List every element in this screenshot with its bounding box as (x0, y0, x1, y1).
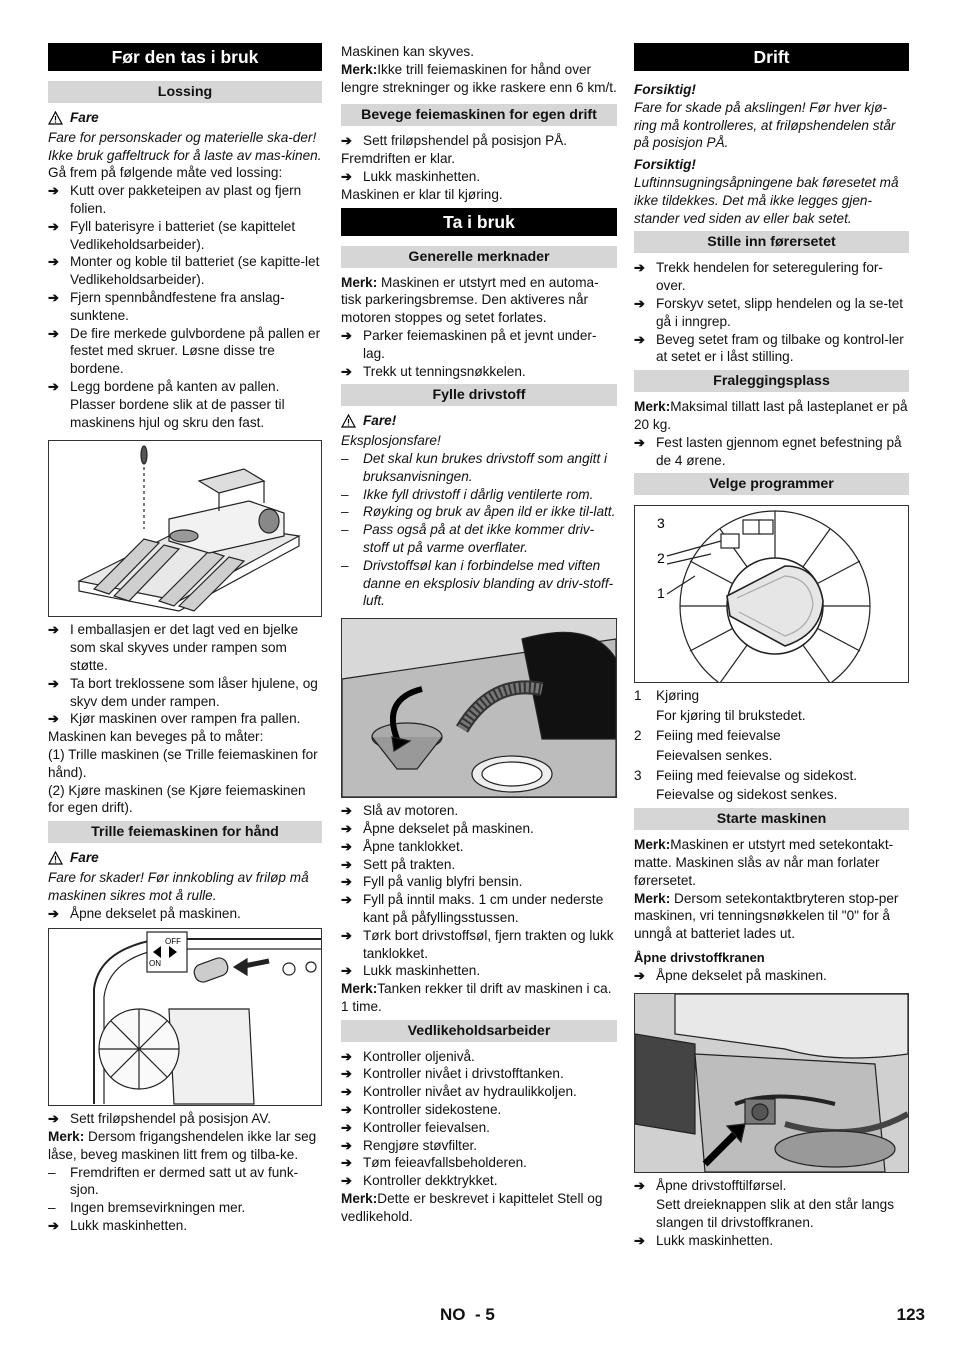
note-text: Merk: Dersom setekontaktbryteren stop-per maskinen, vri tenningsnøkkelen til "0" for å unngå at batteriet lades ut. (634, 890, 899, 942)
list-item: ➔ Åpne drivstofftilførsel. (634, 1177, 909, 1195)
list-item: ➔ Åpne dekselet på maskinen. (48, 905, 322, 923)
list-item: ➔ Kjør maskinen over rampen fra pallen. (48, 710, 322, 728)
list-item: ➔ Tørk bort drivstoffsøl, fjern trakten og lukk tanklokket. (341, 927, 617, 963)
dial-label-2: 2 (657, 550, 665, 567)
warning-text: Fare for personskader og materielle ska-der! Ikke bruk gaffeltruck for å laste av mas-kinen. (48, 129, 322, 163)
list-item: ➔ Lukk maskinhetten. (634, 1232, 909, 1250)
text-line: (1) Trille maskinen (se Trille feiemaskinen for hånd). (48, 746, 318, 780)
subheading-fuel-valve: Åpne drivstoffkranen (634, 949, 765, 965)
list-item: ➔ I emballasjen er det lagt ved en bjelke som skal skyves under rampen som støtte. (48, 621, 322, 674)
list-item: ➔ Trekk ut tenningsnøkkelen. (341, 363, 617, 381)
section-page: - 5 (475, 1305, 495, 1324)
heading-refuel: Fylle drivstoff (341, 384, 617, 406)
list-item: ➔ Fyll på vanlig blyfri bensin. (341, 873, 617, 891)
list-item: 3 Feiing med feievalse og sidekost. (634, 767, 857, 783)
heading-select-program: Velge programmer (634, 473, 909, 495)
figure-program-dial (634, 505, 909, 683)
list-item: ➔ Fest lasten gjennom egnet befestning på de 4 ørene. (634, 434, 909, 470)
list-item: – Fremdriften er dermed satt ut av funk-sjon. (48, 1164, 299, 1198)
list-item: – Det skal kun brukes drivstoff som angitt i bruksanvisningen. (341, 450, 608, 484)
language-code: NO (440, 1305, 466, 1324)
warning-text: Fare for skader! Før innkobling av friløp må maskinen sikres mot å rulle. (48, 869, 309, 903)
text-line: Maskinen kan skyves. (341, 44, 474, 59)
list-item: ➔ Fyll på inntil maks. 1 cm under nederste kant på påfyllingsstussen. (341, 891, 617, 927)
list-item: 2 Feiing med feievalse (634, 727, 781, 743)
heading-self-drive: Bevege feiemaskinen for egen drift (341, 104, 617, 126)
warning-label: Fare (48, 109, 322, 127)
list-item: ➔ Trekk hendelen for seteregulering for-over. (634, 259, 909, 295)
list-item: ➔ Beveg setet fram og tilbake og kontrol-ler at setet er i låst stilling. (634, 331, 909, 367)
figure-refuel-funnel (341, 618, 617, 798)
heading-storage-area: Fraleggingsplass (634, 370, 909, 392)
heading-general-notes: Generelle merknader (341, 246, 617, 268)
text-line: Fremdriften er klar. (341, 151, 456, 167)
warning-triangle-icon (48, 851, 63, 865)
section-title-before-use: Før den tas i bruk (48, 43, 322, 71)
list-item: ➔ Parker feiemaskinen på et jevnt under-lag. (341, 327, 617, 363)
warning-label: Fare (48, 849, 322, 867)
unload-steps-2 (48, 621, 322, 728)
figure-fuel-valve (634, 993, 909, 1173)
list-item: ➔ Sett friløpshendel på posisjon AV. (48, 1110, 322, 1128)
fuel-valve-illustration (635, 994, 908, 1172)
list-item: ➔ Sett friløpshendel på posisjon PÅ. (341, 132, 617, 150)
list-item: – Drivstoffsøl kan i forbindelse med viften danne en eksplosiv blanding av driv-stoff-luft. (341, 557, 614, 609)
list-item: ➔ De fire merkede gulvbordene på pallen er festet med skruer. Løsne disse tre bordene. (48, 325, 322, 378)
list-item: ➔ Kontroller nivået i drivstofftanken. (341, 1065, 617, 1083)
column-2 (341, 43, 617, 1226)
list-item: ➔ Lukk maskinhetten. (341, 962, 617, 980)
note-text: Merk:Maksimal tillatt last på lasteplanet er på 20 kg. (634, 399, 908, 432)
pallet-ramp-illustration (49, 441, 321, 616)
program-dial-illustration (635, 506, 908, 682)
note-text: Merk:Maskinen er utstyrt med setekontakt-matte. Maskinen slås av når man forlater førersetet. (634, 837, 894, 888)
list-item: ➔ Åpne dekselet på maskinen. (341, 820, 617, 838)
unload-steps (48, 182, 322, 431)
warning-subtitle: Eksplosjonsfare! (341, 433, 441, 449)
section-title-operation: Drift (634, 43, 909, 71)
list-item: ➔ Legg bordene på kanten av pallen. Plasser bordene slik at de passer til maskinens hjul og skru den fast. (48, 378, 322, 431)
list-item-desc: For kjøring til brukstedet. (656, 708, 806, 724)
intro-text: Gå frem på følgende måte ved lossing: (48, 165, 283, 181)
list-item: – Ikke fyll drivstoff i dårlig ventilerte rom. (341, 486, 594, 502)
note-text: Merk:Tanken rekker til drift av maskinen i ca. 1 time. (341, 981, 612, 1014)
caution-label: Forsiktig! (634, 157, 696, 173)
list-item-desc: Feievalsen senkes. (656, 747, 773, 763)
dial-label-1: 1 (657, 585, 665, 602)
list-item: ➔ Tøm feieavfallsbeholderen. (341, 1154, 617, 1172)
list-item: ➔ Åpne dekselet på maskinen. (634, 967, 909, 985)
refuel-funnel-illustration (342, 619, 616, 797)
list-item: ➔ Rengjøre støvfilter. (341, 1137, 617, 1155)
list-item: ➔ Lukk maskinhetten. (341, 168, 617, 186)
note-text: Merk:Ikke trill feiemaskinen for hånd over lengre strekninger og ikke raskere enn 6 km/t. (341, 61, 617, 95)
note-text: Merk: Maskinen er utstyrt med en automa-tisk parkeringsbremse. Den aktiveres når motoren stoppes og setet forlates. (341, 274, 599, 326)
list-item-desc: Sett dreieknappen slik at den står langs slangen til drivstoffkranen. (656, 1197, 895, 1231)
off-label: OFF (165, 937, 181, 947)
list-item: ➔ Åpne tanklokket. (341, 838, 617, 856)
heading-maintenance: Vedlikeholdsarbeider (341, 1020, 617, 1042)
list-item: – Ingen bremsevirkningen mer. (48, 1200, 246, 1216)
column-3 (634, 43, 909, 1250)
list-item: ➔ Slå av motoren. (341, 802, 617, 820)
list-item: ➔ Kontroller dekktrykket. (341, 1172, 617, 1190)
note-text: Merk:Dette er beskrevet i kapittelet Stell og vedlikehold. (341, 1191, 603, 1224)
heading-seat-adjust: Stille inn førersetet (634, 231, 909, 253)
list-item: ➔ Kontroller oljenivå. (341, 1048, 617, 1066)
dial-label-3: 3 (657, 515, 665, 532)
list-item: ➔ Kontroller sidekostene. (341, 1101, 617, 1119)
text-line: Maskinen kan beveges på to måter: (48, 729, 264, 745)
page-footer (0, 1306, 954, 1330)
heading-push-by-hand: Trille feiemaskinen for hånd (48, 821, 322, 843)
list-item: ➔ Ta bort treklossene som låser hjulene, og skyv dem under rampen. (48, 675, 322, 711)
warning-label: Fare! (341, 412, 617, 430)
column-1 (48, 43, 322, 1235)
figure-pallet-ramp (48, 440, 322, 617)
list-item: ➔ Forskyv setet, slipp hendelen og la se-tet gå i inngrep. (634, 295, 909, 331)
warning-triangle-icon (341, 414, 356, 428)
list-item: ➔ Kutt over pakketeipen av plast og fjern folien. (48, 182, 322, 218)
list-item-desc: Feievalse og sidekost senkes. (656, 787, 838, 803)
text-line: (2) Kjøre maskinen (se Kjøre feiemaskinen for egen drift). (48, 782, 306, 816)
note-text: Merk: Dersom frigangshendelen ikke lar seg låse, beveg maskinen litt frem og tilba-ke. (48, 1129, 317, 1162)
list-item: ➔ Kontroller feievalsen. (341, 1119, 617, 1137)
figure-freewheel-lever (48, 928, 322, 1106)
list-item: ➔ Kontroller nivået av hydraulikkoljen. (341, 1083, 617, 1101)
text-line: Maskinen er klar til kjøring. (341, 186, 503, 202)
list-item: ➔ Lukk maskinhetten. (48, 1217, 322, 1235)
on-label: ON (149, 959, 161, 969)
list-item: ➔ Sett på trakten. (341, 856, 617, 874)
heading-start-machine: Starte maskinen (634, 808, 909, 830)
caution-text: Fare for skade på akslingen! Før hver kjø-ring må kontrolleres, at friløpshendelen står på posisjon PÅ. (634, 99, 896, 151)
list-item: – Røyking og bruk av åpen ild er ikke til-latt. (341, 504, 616, 520)
list-item: – Pass også på at det ikke kommer driv-stoff ut på varme overflater. (341, 522, 595, 555)
freewheel-lever-illustration (49, 929, 321, 1105)
list-item: 1 Kjøring (634, 688, 700, 704)
page-number: 123 (896, 1305, 925, 1324)
warning-triangle-icon (48, 111, 63, 125)
list-item: ➔ Fyll baterisyre i batteriet (se kapittelet Vedlikeholdsarbeider). (48, 218, 322, 254)
heading-unloading: Lossing (48, 81, 322, 103)
caution-label: Forsiktig! (634, 82, 696, 97)
list-item: ➔ Fjern spennbåndfestene fra anslag-sunktene. (48, 289, 322, 325)
section-title-start-use: Ta i bruk (341, 208, 617, 236)
list-item: ➔ Monter og koble til batteriet (se kapitte-let Vedlikeholdsarbeider). (48, 253, 322, 289)
caution-text: Luftinnsugningsåpningene bak føresetet må ikke tildekkes. Det må ikke legges gjen-stander ved siden av eller bak setet. (634, 174, 899, 226)
